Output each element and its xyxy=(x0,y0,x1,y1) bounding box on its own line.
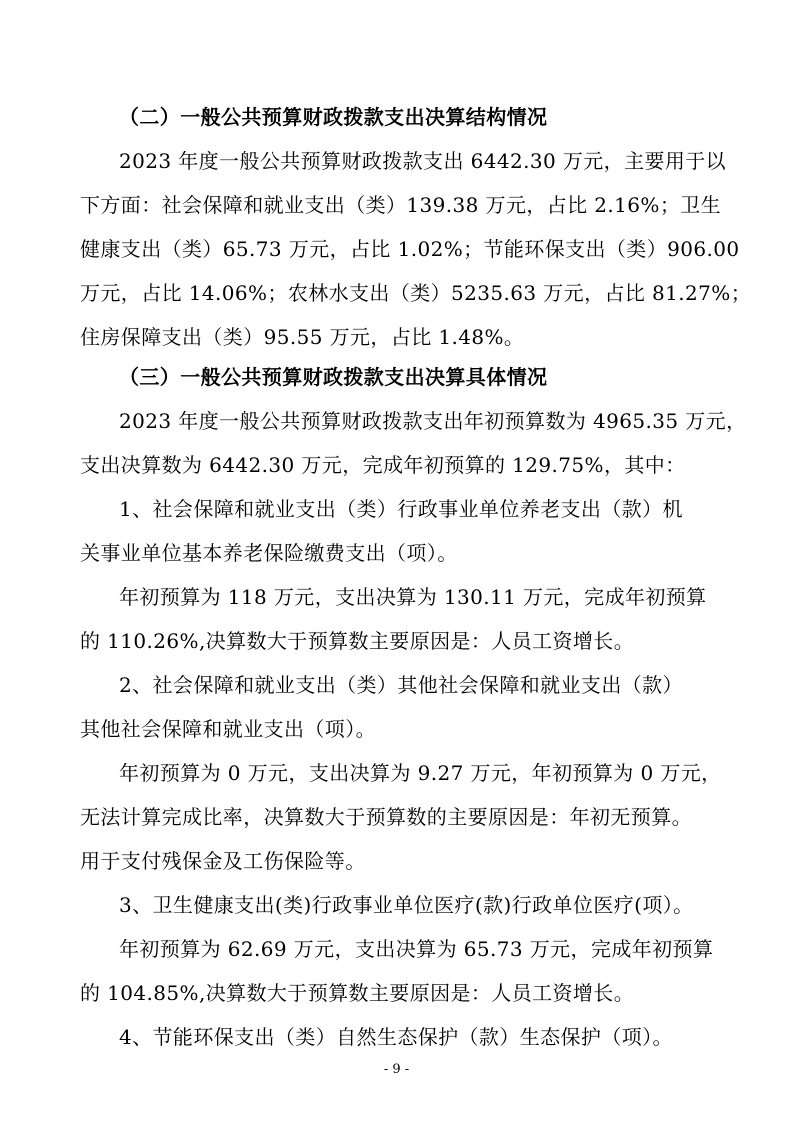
paragraph-line: 健康支出（类）65.73 万元，占比 1.02%；节能环保支出（类）906.00 xyxy=(80,237,740,261)
paragraph-line: 年初预算为 118 万元，支出决算为 130.11 万元，完成年初预算 xyxy=(119,585,707,609)
section-heading-structure: （二）一般公共预算财政拨款支出决算结构情况 xyxy=(119,105,548,129)
page-number: - 9 - xyxy=(383,1062,410,1077)
paragraph-line: 其他社会保障和就业支出（项）。 xyxy=(80,717,376,741)
paragraph-line: 年初预算为 62.69 万元，支出决算为 65.73 万元，完成年初预算 xyxy=(119,937,714,961)
paragraph-line: 2023 年度一般公共预算财政拨款支出 6442.30 万元，主要用于以 xyxy=(119,149,727,173)
paragraph-line: 支出决算数为 6442.30 万元，完成年初预算的 129.75%，其中： xyxy=(80,453,686,477)
paragraph-line: 无法计算完成比率，决算数大于预算数的主要原因是：年初无预算。 xyxy=(80,805,692,829)
paragraph-line: 2023 年度一般公共预算财政拨款支出年初预算数为 4965.35 万元， xyxy=(119,409,747,433)
paragraph-line: 下方面：社会保障和就业支出（类）139.38 万元，占比 2.16%；卫生 xyxy=(80,193,722,217)
paragraph-line: 的 110.26%,决算数大于预算数主要原因是：人员工资增长。 xyxy=(80,629,635,653)
paragraph-line: 住房保障支出（类）95.55 万元，占比 1.48%。 xyxy=(80,325,525,349)
paragraph-line: 4、节能环保支出（类）自然生态保护（款）生态保护（项）。 xyxy=(119,1025,673,1049)
paragraph-line: 用于支付残保金及工伤保险等。 xyxy=(80,849,366,873)
paragraph-line: 年初预算为 0 万元，支出决算为 9.27 万元，年初预算为 0 万元， xyxy=(119,761,722,785)
paragraph-line: 的 104.85%,决算数大于预算数主要原因是：人员工资增长。 xyxy=(80,981,635,1005)
paragraph-line: 1、社会保障和就业支出（类）行政事业单位养老支出（款）机 xyxy=(119,497,683,521)
section-heading-details: （三）一般公共预算财政拨款支出决算具体情况 xyxy=(119,365,548,389)
paragraph-line: 万元，占比 14.06%；农林水支出（类）5235.63 万元，占比 81.27%； xyxy=(80,281,752,305)
paragraph-line: 2、社会保障和就业支出（类）其他社会保障和就业支出（款） xyxy=(119,673,683,697)
paragraph-line: 3、卫生健康支出(类)行政事业单位医疗(款)行政单位医疗(项）。 xyxy=(119,893,694,917)
paragraph-line: 关事业单位基本养老保险缴费支出（项）。 xyxy=(80,541,458,565)
